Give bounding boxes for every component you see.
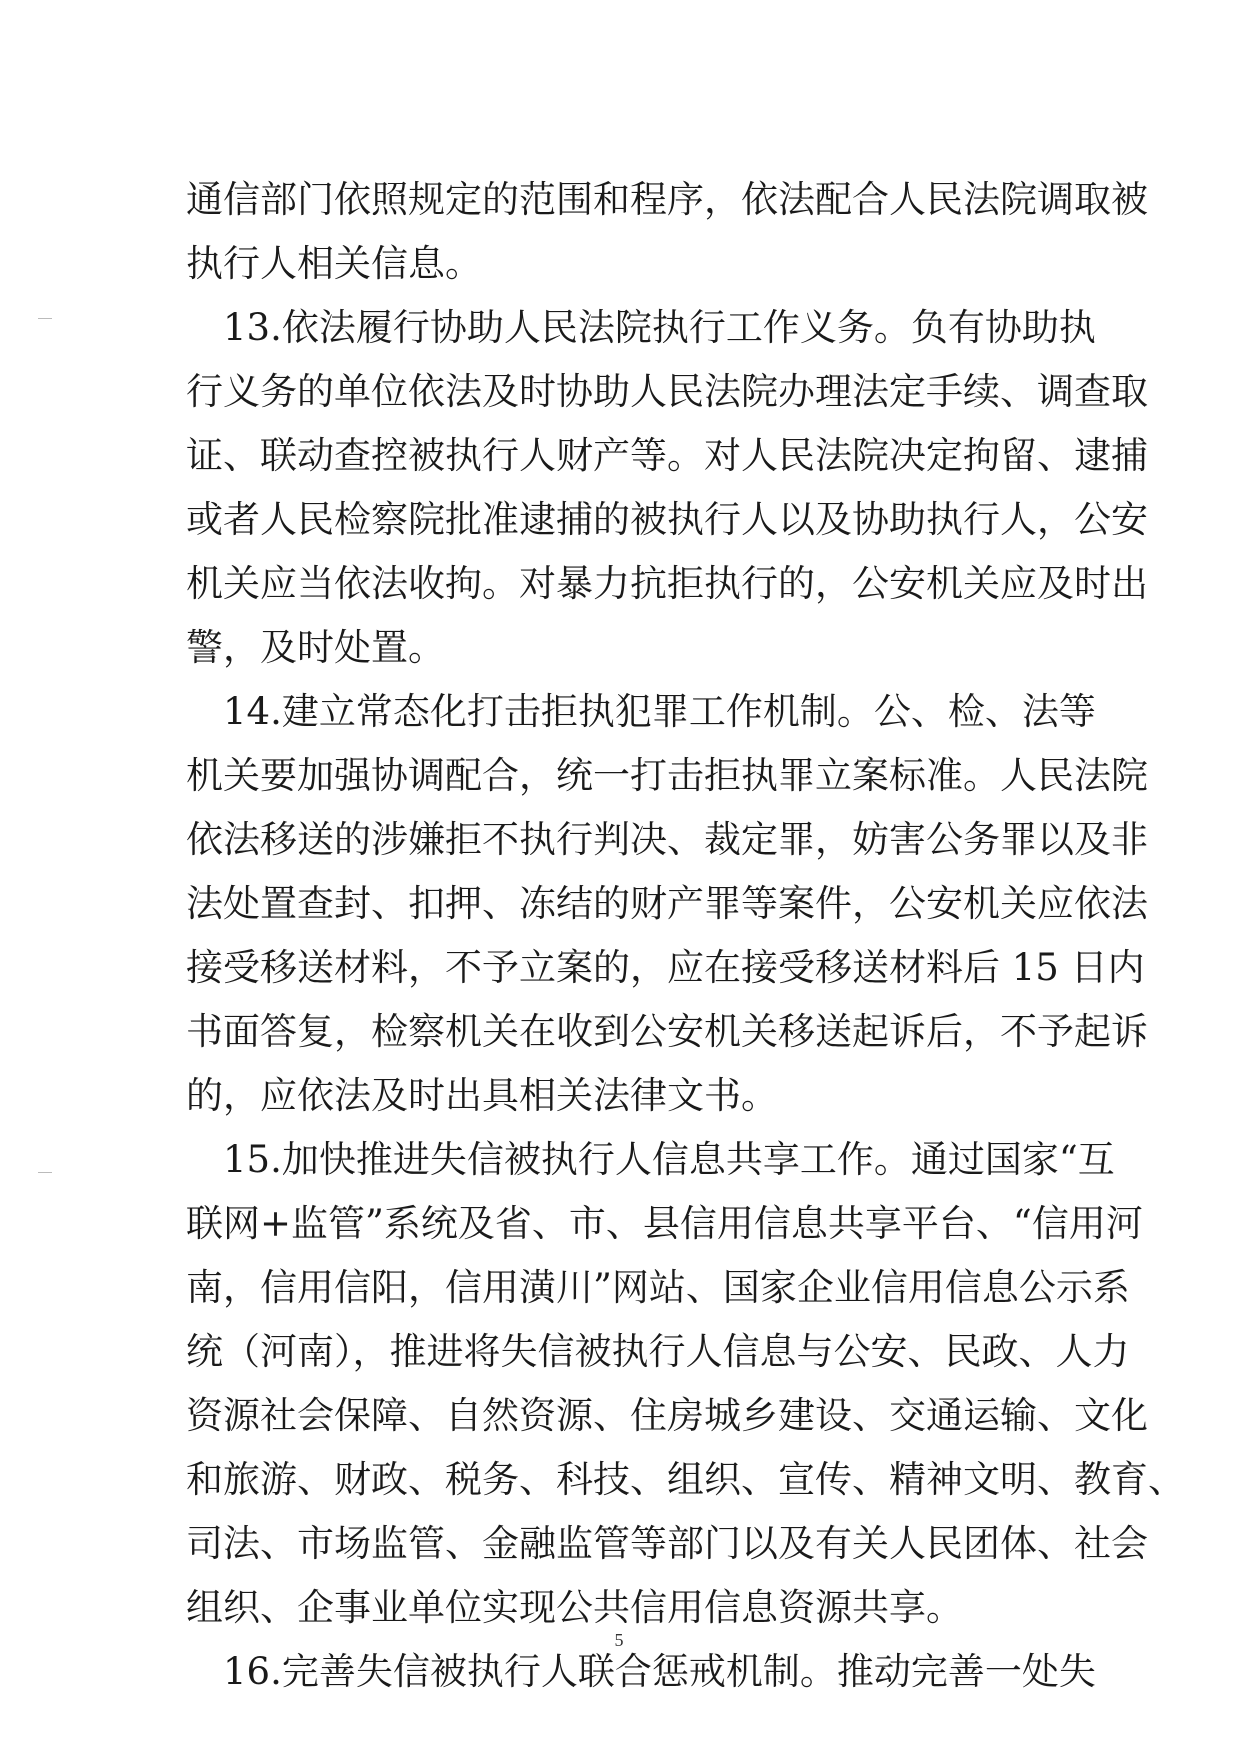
text-line: 14.建立常态化打击拒执犯罪工作机制。公、检、法等 [186,690,1096,733]
text-line: 通信部门依照规定的范围和程序，依法配合人民法院调取被 [186,178,1148,221]
paragraph-continuation [186,168,1148,296]
text-line: 资源社会保障、自然资源、住房城乡建设、交通运输、文化 [186,1394,1148,1437]
text-line: 书面答复，检察机关在收到公安机关移送起诉后，不予起诉 [186,1010,1148,1053]
text-line: 依法移送的涉嫌拒不执行判决、裁定罪，妨害公务罪以及非 [186,818,1148,861]
text-line: 南，信用信阳，信用潢川”网站、国家企业信用信息公示系 [186,1266,1130,1309]
paragraph-item-15 [186,1128,1185,1640]
margin-mark [38,1172,52,1173]
paragraph-item-13 [186,296,1148,680]
document-body [186,168,1185,1704]
text-line: 行义务的单位依法及时协助人民法院办理法定手续、调查取 [186,370,1148,413]
text-line: 统（河南），推进将失信被执行人信息与公安、民政、人力 [186,1330,1130,1373]
margin-mark [38,318,52,319]
text-line: 警，及时处置。 [186,626,445,669]
text-line: 机关要加强协调配合，统一打击拒执罪立案标准。人民法院 [186,754,1148,797]
text-line: 联网+监管”系统及省、市、县信用信息共享平台、“信用河 [186,1202,1143,1245]
text-line: 法处置查封、扣押、冻结的财产罪等案件，公安机关应依法 [186,882,1148,925]
paragraph-item-14 [186,680,1148,1128]
text-line: 15.加快推进失信被执行人信息共享工作。通过国家“互 [186,1138,1115,1181]
text-line: 的，应依法及时出具相关法律文书。 [186,1074,778,1117]
text-line: 司法、市场监管、金融监管等部门以及有关人民团体、社会 [186,1522,1148,1565]
text-line: 接受移送材料，不予立案的，应在接受移送材料后 15 日内 [186,946,1145,989]
text-line: 或者人民检察院批准逮捕的被执行人以及协助执行人，公安 [186,498,1148,541]
text-line: 13.依法履行协助人民法院执行工作义务。负有协助执 [186,306,1096,349]
text-line: 机关应当依法收拘。对暴力抗拒执行的，公安机关应及时出 [186,562,1148,605]
text-line: 执行人相关信息。 [186,242,482,285]
text-line: 证、联动查控被执行人财产等。对人民法院决定拘留、逮捕 [186,434,1148,477]
text-line: 16.完善失信被执行人联合惩戒机制。推动完善一处失 [186,1650,1096,1693]
text-line: 和旅游、财政、税务、科技、组织、宣传、精神文明、教育、 [186,1458,1185,1501]
text-line: 组织、企事业单位实现公共信用信息资源共享。 [186,1586,963,1629]
page-number: 5 [614,1630,624,1650]
